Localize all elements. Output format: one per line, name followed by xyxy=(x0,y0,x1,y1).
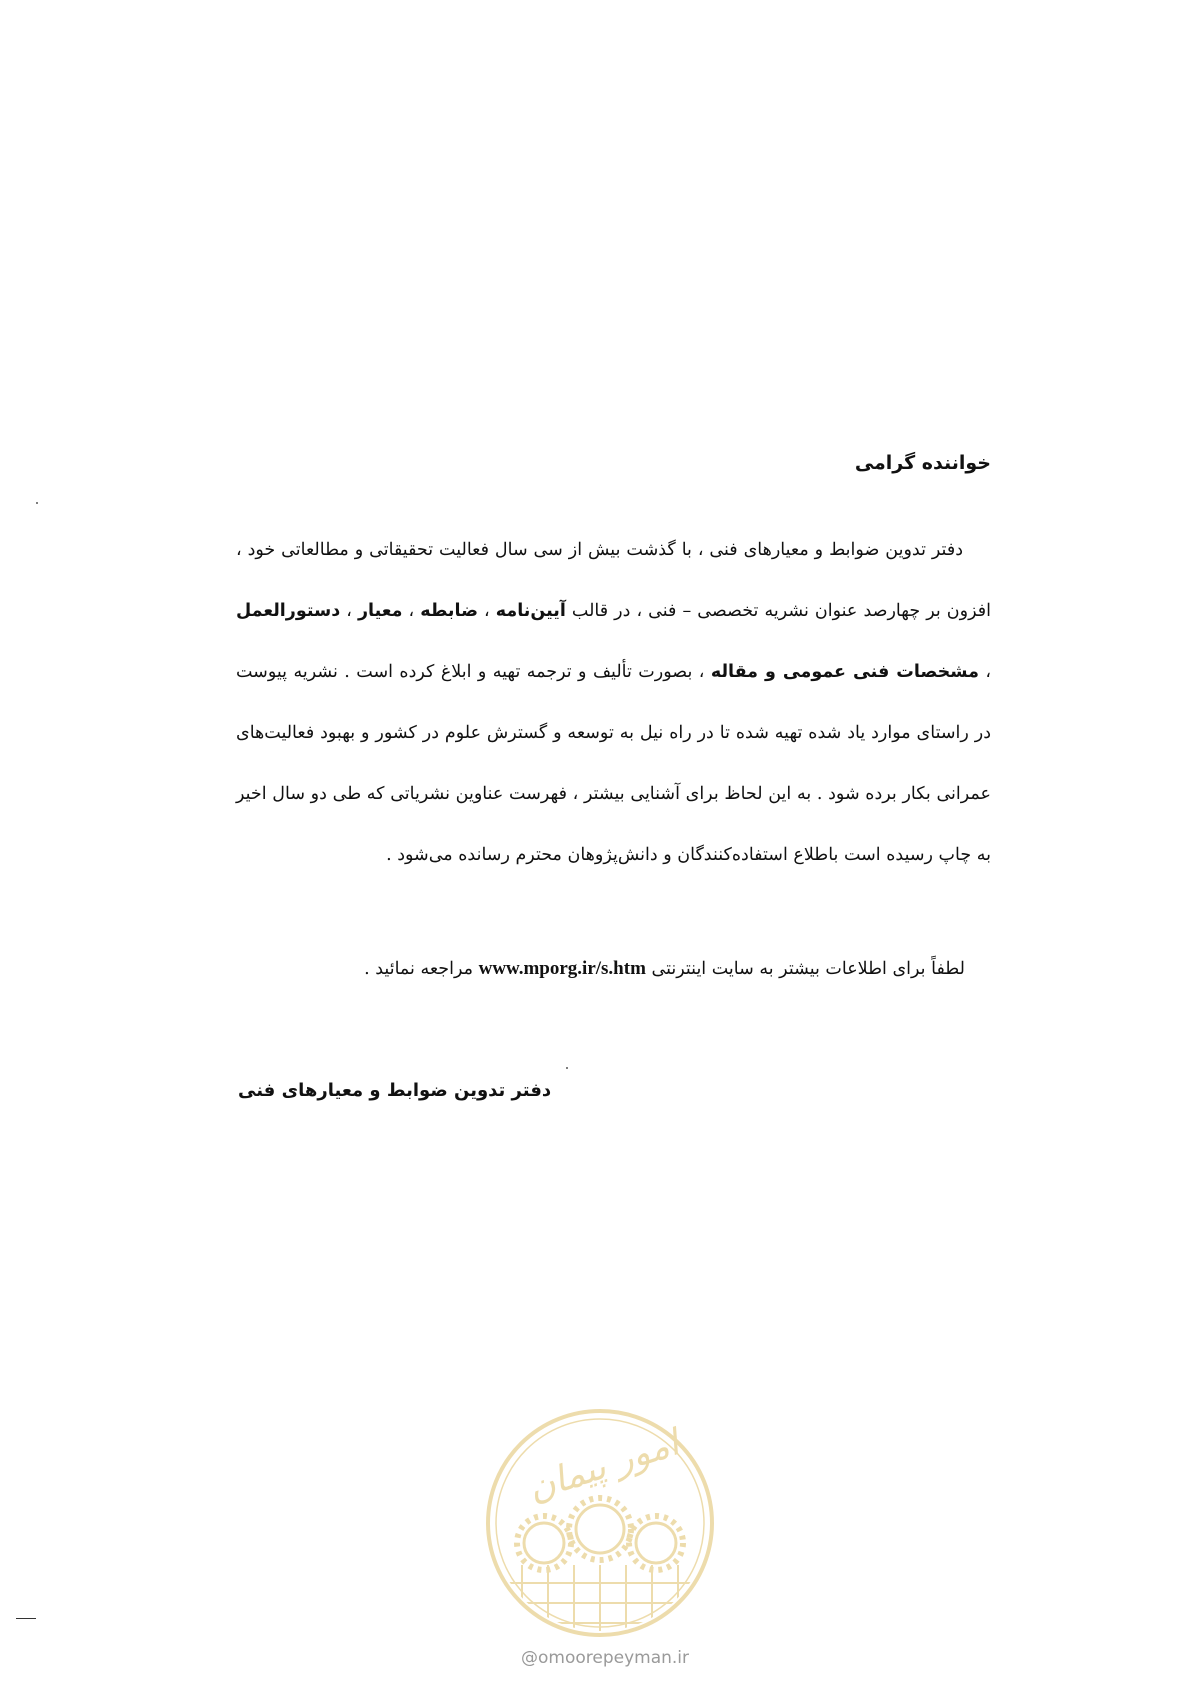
speck xyxy=(36,502,38,504)
paragraph-line-2: مطالعاتی خود ، افزون بر چهارصد عنوان نشریه تخصصی – فنی ، در قالب xyxy=(236,540,991,621)
term-aeinnameh: آیین‌نامه xyxy=(495,601,566,621)
separator: ، xyxy=(978,662,991,682)
page-heading: خواننده گرامی xyxy=(854,452,991,474)
term-meyar: معیار xyxy=(357,601,403,621)
separator: ، xyxy=(402,601,421,621)
stamp-caption: @omoorepeyman.ir xyxy=(520,1648,690,1668)
website-note-before: لطفاً برای اطلاعات بیشتر به سایت اینترنتی xyxy=(651,959,965,979)
website-note-after: مراجعه نمائید . xyxy=(364,959,474,979)
separator: ، xyxy=(477,601,496,621)
separator: ، xyxy=(340,601,358,621)
omoor-peyman-stamp-logo xyxy=(482,1405,718,1641)
paragraph-rest: ، بصورت تألیف و ترجمه تهیه و ابلاغ کرده است . نشریه پیوست در راستای موارد یاد شده تهیه شده تا در راه نیل به توسعه و گسترش علوم در کشور و بهبود فعالیت‌های عمرانی بکار برده شود . به این لحاظ برای آشنایی بیشتر ، فهرست عناوین نشریاتی که طی دو سال اخیر به چاپ رسیده است باطلاع استفاده‌کنندگان و دانش‌پژوهان محترم رسانده می‌شود . xyxy=(236,662,991,865)
stamp-logo-text: امور پیمان xyxy=(523,1422,684,1510)
term-dastur: دستورالعمل xyxy=(236,601,341,621)
page-margin-mark xyxy=(16,1618,36,1619)
website-note xyxy=(235,958,965,980)
signature: دفتر تدوین ضوابط و معیارهای فنی xyxy=(238,1080,552,1101)
website-link[interactable]: www.mporg.ir/s.htm xyxy=(478,958,646,979)
paragraph-line-1: دفتر تدوین ضوابط و معیارهای فنی ، با گذشت بیش از سی سال فعالیت تحقیقاتی و xyxy=(354,540,963,560)
body-paragraph xyxy=(236,520,991,886)
term-moshakhasat: مشخصات فنی عمومی و مقاله xyxy=(710,662,979,682)
term-zabeteh: ضابطه xyxy=(420,601,478,621)
speck xyxy=(566,1067,568,1069)
